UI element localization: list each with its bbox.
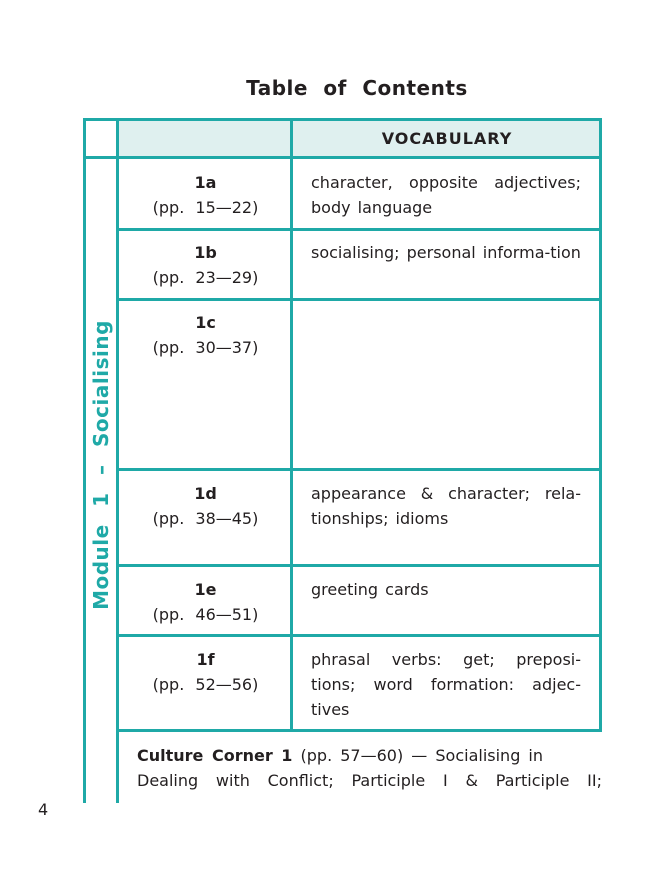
lesson-code: 1c (195, 313, 216, 332)
vocabulary-column-header: VOCABULARY (381, 129, 513, 148)
lesson-cell (119, 577, 292, 627)
lesson-cell (119, 310, 292, 360)
column-divider-module (116, 118, 119, 803)
lesson-cell (119, 647, 292, 697)
row-rule (116, 298, 602, 301)
lesson-cell (119, 481, 292, 531)
vocabulary-cell: phrasal verbs: get; preposi-tions; word formation: adjec-tives (311, 650, 581, 719)
lesson-code: 1a (194, 173, 217, 192)
row-rule (116, 228, 602, 231)
lesson-pages: (pp. 46—51) (152, 605, 259, 624)
vocabulary-cell: greeting cards (311, 580, 429, 599)
page-title: Table of Contents (246, 76, 468, 100)
culture-corner-line: Dealing with Conflict; Participle I & Participle II; (137, 771, 602, 790)
lesson-code: 1e (194, 580, 217, 599)
culture-corner-pages: (pp. 57—60) — Socialising in (292, 746, 544, 765)
lesson-pages: (pp. 15—22) (152, 198, 259, 217)
lesson-pages: (pp. 52—56) (152, 675, 259, 694)
lesson-cell (119, 240, 292, 290)
vocabulary-cell: character, opposite adjectives; body language (311, 173, 581, 217)
lesson-code: 1f (196, 650, 215, 669)
module-label: Module 1 – Socialising (89, 320, 113, 610)
lesson-pages: (pp. 23—29) (152, 268, 259, 287)
culture-corner-label: Culture Corner 1 (137, 746, 293, 765)
row-rule (116, 468, 602, 471)
row-rule (116, 634, 602, 637)
lesson-pages: (pp. 30—37) (152, 338, 259, 357)
lesson-code: 1d (194, 484, 217, 503)
right-border (599, 118, 602, 730)
lesson-pages: (pp. 38—45) (152, 509, 259, 528)
row-rule (116, 729, 602, 732)
lesson-code: 1b (194, 243, 217, 262)
vocabulary-cell: appearance & character; rela-tionships; idioms (311, 484, 581, 528)
vocabulary-cell: socialising; personal informa-tion (311, 243, 581, 262)
page-number: 4 (38, 800, 49, 819)
culture-corner-line (137, 743, 602, 768)
row-rule (116, 564, 602, 567)
lesson-cell (119, 170, 292, 220)
